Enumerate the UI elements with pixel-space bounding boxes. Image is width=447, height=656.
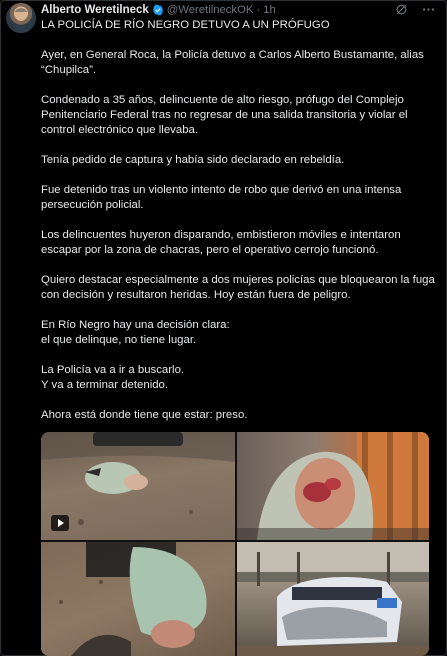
verified-badge-icon bbox=[152, 4, 164, 16]
media-video-thumbnail[interactable] bbox=[41, 432, 235, 540]
post-headline: LA POLICÍA DE RÍO NEGRO DETUVO A UN PRÓFUGO bbox=[41, 19, 330, 31]
post-paragraph: La Policía va a ir a buscarlo. Y va a terminar detenido. bbox=[41, 364, 185, 391]
media-photo[interactable] bbox=[237, 432, 429, 540]
post-paragraph: Quiero destacar especialmente a dos mujeres policías que bloquearon la fuga con decisión y resultaron heridas. Hoy están fuera de peligro. bbox=[41, 274, 439, 301]
post-paragraph: Fue detenido tras un violento intento de robo que derivó en una intensa persecución policial. bbox=[41, 184, 405, 211]
post-paragraph: Tenía pedido de captura y había sido declarado en rebeldía. bbox=[41, 154, 345, 166]
author-name[interactable]: Alberto Weretilneck bbox=[41, 4, 149, 16]
media-photo[interactable] bbox=[41, 542, 235, 656]
post-paragraph: Ayer, en General Roca, la Policía detuvo a Carlos Alberto Bustamante, alias “Chupilca”. bbox=[41, 49, 428, 76]
more-options-icon[interactable] bbox=[421, 2, 436, 17]
post-header bbox=[41, 2, 276, 18]
post-paragraph: Ahora está donde tiene que estar: preso. bbox=[41, 409, 248, 421]
media-photo[interactable] bbox=[237, 542, 429, 656]
author-avatar[interactable] bbox=[6, 3, 36, 33]
separator-dot: · bbox=[256, 4, 261, 16]
post-timestamp[interactable]: 1h bbox=[263, 4, 276, 16]
post-text bbox=[41, 18, 437, 423]
media-grid bbox=[41, 432, 429, 656]
post-paragraph: En Río Negro hay una decisión clara: el que delinque, no tiene lugar. bbox=[41, 319, 230, 346]
post-paragraph: Condenado a 35 años, delincuente de alto riesgo, prófugo del Complejo Penitenciario Federal tras no regresar de una salida transitoria y violar el control electrónico que llevaba. bbox=[41, 94, 411, 136]
author-handle[interactable]: @WeretilneckOK bbox=[166, 4, 254, 16]
grok-icon[interactable] bbox=[395, 3, 408, 16]
play-icon[interactable] bbox=[51, 515, 69, 531]
post-paragraph: Los delincuentes huyeron disparando, embistieron móviles e intentaron escapar por la zona de chacras, pero el operativo cerrojo funcionó. bbox=[41, 229, 404, 256]
